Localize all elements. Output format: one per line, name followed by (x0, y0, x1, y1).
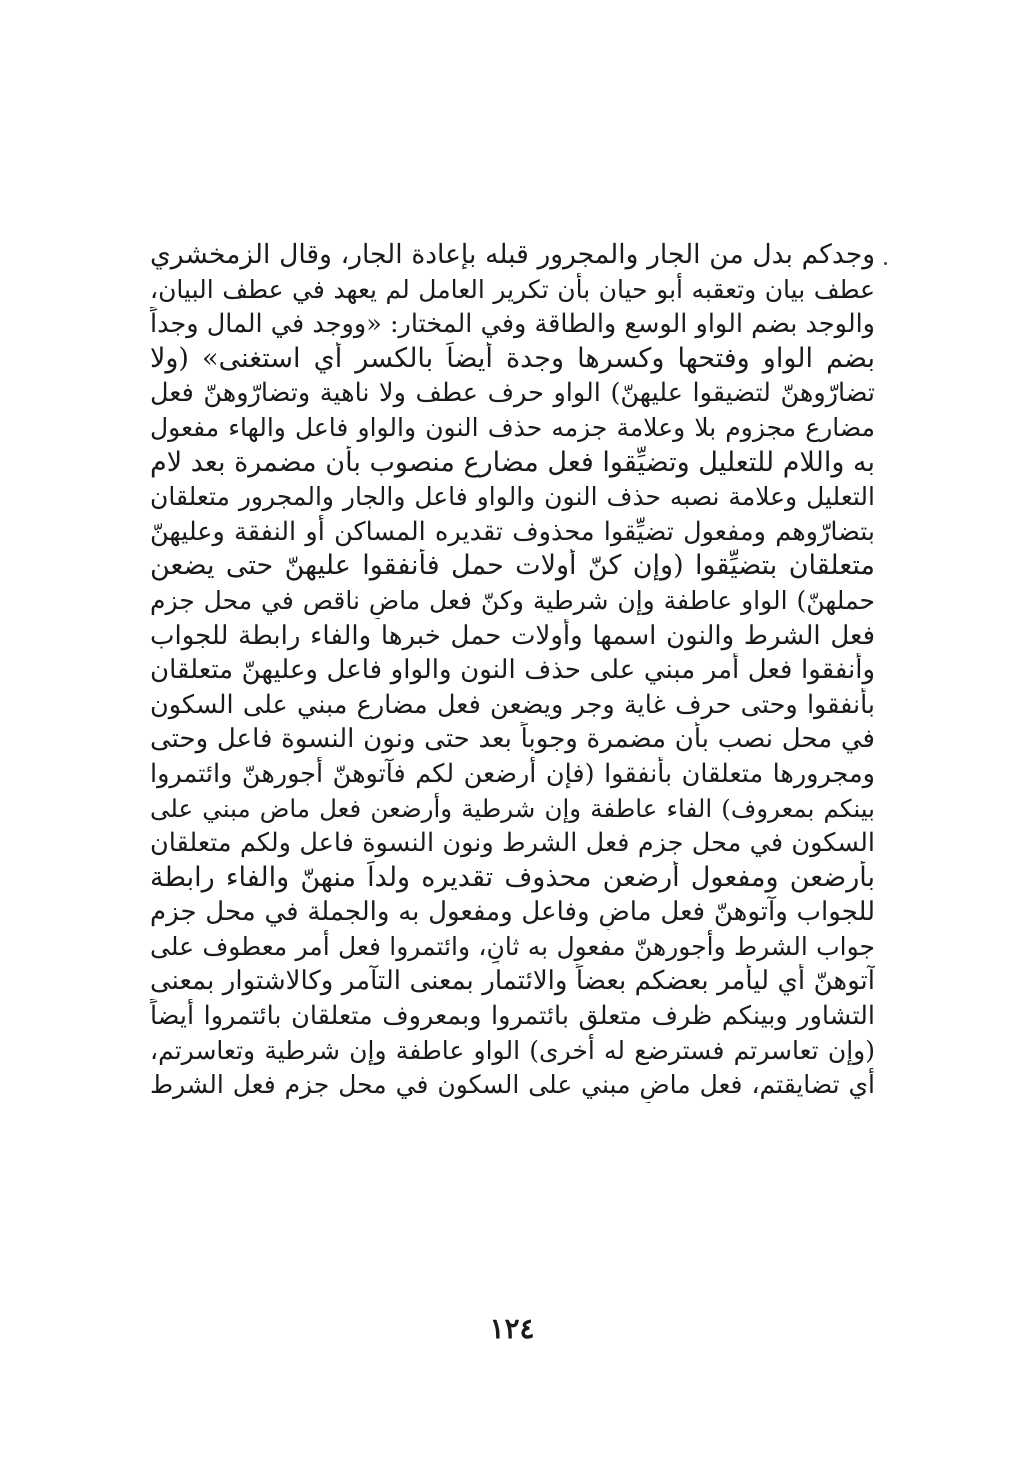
text-line: مضارع مجزوم بلا وعلامة جزمه حذف النون والواو فاعل والهاء مفعول (150, 412, 875, 442)
text-line: بأنفقوا وحتى حرف غاية وجر ويضعن فعل مضارع مبني على السكون (150, 689, 875, 720)
text-line: بتضارّوهم ومفعول تضيِّقوا محذوف تقديره المساكن أو النفقة وعليهنّ (150, 516, 875, 547)
text-line: بضم الواو وفتحها وكسرها وجدة أيضاً بالكسر أي استغنى» (ولا (150, 342, 875, 374)
text-line: به واللام للتعليل وتضيِّقوا فعل مضارع منصوب بأن مضمرة بعد لام (150, 446, 875, 478)
margin-mark (884, 262, 887, 265)
text-line: وأنفقوا فعل أمر مبني على حذف النون والواو فاعل وعليهنّ متعلقان (150, 655, 875, 686)
text-line: التشاور وبينكم ظرف متعلق بائتمروا وبمعروف متعلقان بائتمروا أيضاً (150, 1001, 875, 1032)
text-line: أي تضايقتم، فعل ماضٍ مبني على السكون في محل جزم فعل الشرط (150, 1070, 875, 1100)
text-line: للجواب وآتوهنّ فعل ماضٍ وفاعل ومفعول به والجملة في محل جزم (150, 897, 875, 928)
page-number: ١٢٤ (489, 1312, 535, 1345)
text-line: متعلقان بتضيِّقوا (وإن كنّ أولات حمل فأنفقوا عليهنّ حتى يضعن (150, 550, 875, 582)
text-line: في محل نصب بأن مضمرة وجوباً بعد حتى ونون النسوة فاعل وحتى (150, 724, 875, 755)
text-line: التعليل وعلامة نصبه حذف النون والواو فاعل والجار والمجرور متعلقان (150, 482, 875, 512)
text-line: عطف بيان وتعقبه أبو حيان بأن تكرير العامل لم يعهد في عطف البيان، (150, 274, 875, 304)
text-line: فعل الشرط والنون اسمها وأولات حمل خبرها والفاء رابطة للجواب (150, 620, 875, 651)
text-line: ومجرورها متعلقان بأنفقوا (فإن أرضعن لكم فآتوهنّ أجورهنّ وائتمروا (150, 758, 875, 789)
text-line: بينكم بمعروف) الفاء عاطفة وإن شرطية وأرضعن فعل ماضٍ مبني على (150, 793, 875, 823)
text-line: بأرضعن ومفعول أرضعن محذوف تقديره ولداً منهنّ والفاء رابطة (150, 861, 875, 893)
text-line: (وإن تعاسرتم فسترضع له أخرى) الواو عاطفة وإن شرطية وتعاسرتم، (150, 1035, 875, 1065)
text-line: آتوهنّ أي ليأمر بعضكم بعضاً والائتمار بمعنى التآمر وكالاشتوار بمعنى (150, 966, 875, 997)
text-line: وجدكم بدل من الجار والمجرور قبله بإعادة الجار، وقال الزمخشري (150, 239, 875, 270)
text-line: السكون في محل جزم فعل الشرط ونون النسوة فاعل ولكم متعلقان (150, 828, 875, 859)
text-line: جواب الشرط وأجورهنّ مفعول به ثانٍ، وائتمروا فعل أمر معطوف على (150, 931, 875, 961)
text-line: حملهنّ) الواو عاطفة وإن شرطية وكنّ فعل ماضٍ ناقص في محل جزم (150, 585, 875, 615)
text-line: والوجد بضم الواو الوسع والطاقة وفي المختار: «ووجد في المال وجداً (150, 309, 875, 340)
body-text (150, 238, 875, 1103)
text-line: تضارّوهنّ لتضيقوا عليهنّ) الواو حرف عطف ولا ناهية وتضارّوهنّ فعل (150, 378, 875, 409)
